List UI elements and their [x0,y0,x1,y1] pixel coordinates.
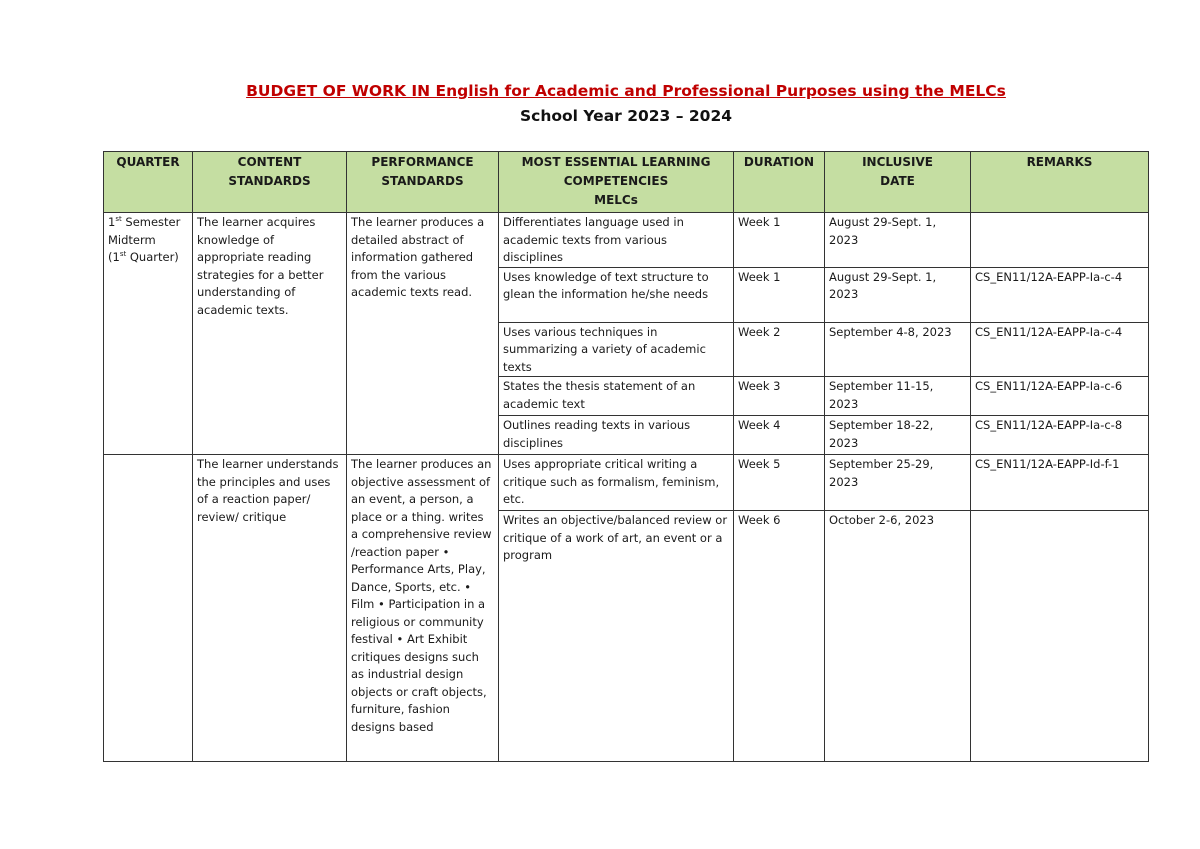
document-title: BUDGET OF WORK IN English for Academic and Professional Purposes using the MELCs [246,82,1006,100]
duration-cell: Week 4 [734,416,825,455]
header-duration: DURATION [734,152,825,213]
date-cell: August 29-Sept. 1, 2023 [825,267,971,322]
content-standard-cell: The learner acquires knowledge of appropriate reading strategies for a better understanding of academic texts. [193,213,347,455]
remarks-cell: CS_EN11/12A-EAPP-Id-f-1 [971,455,1149,511]
table-row [104,455,1149,511]
header-row [104,152,1149,213]
header-performance-standards: PERFORMANCE STANDARDS [347,152,499,213]
header-inclusive-date: INCLUSIVE DATE [825,152,971,213]
melc-cell: Uses appropriate critical writing a critique such as formalism, feminism, etc. [499,455,734,511]
melc-cell: Writes an objective/balanced review or critique of a work of art, an event or a program [499,511,734,762]
performance-standard-cell: The learner produces an objective assessment of an event, a person, a place or a thing. writes a comprehensive review /reaction paper • Performance Arts, Play, Dance, Sports, etc. • Film • Participation in a religious or community festival • Art Exhibit critiques designs such as industrial design objects or craft objects, furniture, fashion designs based [347,455,499,762]
date-cell: September 11-15, 2023 [825,377,971,416]
performance-standard-cell: The learner produces a detailed abstract of information gathered from the various academic texts read. [347,213,499,455]
duration-cell: Week 1 [734,213,825,268]
table-row [104,213,1149,268]
duration-cell: Week 2 [734,322,825,377]
remarks-cell: CS_EN11/12A-EAPP-Ia-c-4 [971,267,1149,322]
remarks-cell [971,213,1149,268]
date-cell: September 25-29, 2023 [825,455,971,511]
duration-cell: Week 3 [734,377,825,416]
header-content-standards: CONTENT STANDARDS [193,152,347,213]
remarks-cell [971,511,1149,762]
remarks-cell: CS_EN11/12A-EAPP-Ia-c-4 [971,322,1149,377]
melc-cell: States the thesis statement of an academic text [499,377,734,416]
date-cell: October 2-6, 2023 [825,511,971,762]
date-cell: August 29-Sept. 1, 2023 [825,213,971,268]
melc-cell: Uses knowledge of text structure to glean the information he/she needs [499,267,734,322]
quarter-cell-empty [104,455,193,762]
date-cell: September 4-8, 2023 [825,322,971,377]
remarks-cell: CS_EN11/12A-EAPP-Ia-c-6 [971,377,1149,416]
melc-cell: Uses various techniques in summarizing a variety of academic texts [499,322,734,377]
duration-cell: Week 5 [734,455,825,511]
remarks-cell: CS_EN11/12A-EAPP-Ia-c-8 [971,416,1149,455]
date-cell: September 18-22, 2023 [825,416,971,455]
duration-cell: Week 6 [734,511,825,762]
header-remarks: REMARKS [971,152,1149,213]
budget-of-work-table [103,151,1149,762]
header-quarter: QUARTER [104,152,193,213]
content-standard-cell: The learner understands the principles and uses of a reaction paper/ review/ critique [193,455,347,762]
duration-cell: Week 1 [734,267,825,322]
school-year: School Year 2023 – 2024 [519,107,733,125]
melc-cell: Outlines reading texts in various disciplines [499,416,734,455]
melc-cell: Differentiates language used in academic texts from various disciplines [499,213,734,268]
quarter-cell: 1st Semester Midterm (1st Quarter) [104,213,193,455]
header-melcs: MOST ESSENTIAL LEARNING COMPETENCIES MELCs [499,152,734,213]
